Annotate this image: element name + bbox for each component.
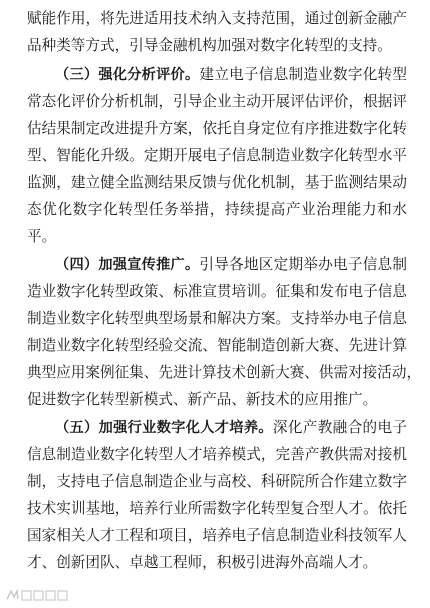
text-line — [27, 498, 407, 520]
text-line — [27, 199, 407, 221]
line-text: 平。 — [27, 228, 57, 245]
line-text: 造业数字化转型政策、标准宣贯培训。征集和发布电子信息 — [27, 283, 407, 300]
line-text: 监测，建立健全监测结果反馈与优化机制，基于监测结果动 — [27, 174, 407, 191]
text-line — [27, 226, 407, 248]
watermark-logo-icon — [6, 588, 70, 602]
text-line — [27, 335, 407, 357]
text-line — [27, 525, 407, 547]
text-line — [27, 8, 407, 30]
line-text: 制造业数字化转型经验交流、智能制造创新大赛、先进计算 — [27, 337, 407, 354]
section-heading: （三）强化分析评价。 — [55, 67, 200, 83]
text-line — [27, 471, 407, 493]
watermark — [6, 587, 70, 603]
line-text: 引导各地区定期举办电子信息制 — [199, 256, 407, 273]
line-text: 制，支持电子信息制造企业与高校、科研院所合作建立数字 — [27, 473, 407, 490]
line-text: 制造业数字化转型典型场景和解决方案。支持举办电子信息 — [27, 310, 407, 327]
text-line — [55, 64, 407, 86]
line-text: 建立电子信息制造业数字化转型 — [199, 66, 407, 83]
text-line — [27, 145, 407, 167]
text-line — [27, 362, 422, 384]
text-line — [27, 118, 407, 140]
line-text: 深化产教融合的电子 — [272, 419, 407, 436]
line-text: 赋能作用，将先进适用技术纳入支持范围，通过创新金融产 — [27, 10, 407, 27]
line-text: 技术实训基地，培养行业所需数字化转型复合型人才。依托 — [27, 500, 407, 517]
line-text: 品种类等方式，引导金融机构加强对数字化转型的支持。 — [27, 37, 392, 54]
text-line — [27, 281, 407, 303]
line-text: 常态化评价分析机制，引导企业主动开展评估评价，根据评 — [27, 93, 407, 110]
text-line — [27, 35, 407, 57]
text-line — [55, 254, 407, 276]
section-heading: （五）加强行业数字化人才培养。 — [55, 420, 273, 436]
text-line — [27, 389, 407, 411]
line-text: 态优化数字化转型任务举措，持续提高产业治理能力和水 — [27, 201, 407, 218]
line-text: 才、创新团队、卓越工程师，积极引进海外高端人才。 — [27, 554, 378, 571]
line-text: 信息制造业数字化转型人才培养模式，完善产教供需对接机 — [27, 446, 407, 463]
line-text: 促进数字化转型新模式、新产品、新技术的应用推广。 — [27, 391, 378, 408]
text-line — [55, 417, 407, 439]
line-text: 典型应用案例征集、先进计算技术创新大赛、供需对接活动， — [27, 364, 422, 381]
text-line — [27, 552, 407, 574]
text-line — [27, 91, 407, 113]
text-line — [27, 444, 407, 466]
section-heading: （四）加强宣传推广。 — [55, 257, 200, 273]
text-line — [27, 172, 407, 194]
line-text: 估结果制定改进提升方案，依托自身定位有序推进数字化转 — [27, 120, 407, 137]
text-line — [27, 308, 407, 330]
line-text: 国家相关人才工程和项目，培养电子信息制造业科技领军人 — [27, 527, 407, 544]
line-text: 型、智能化升级。定期开展电子信息制造业数字化转型水平 — [27, 147, 407, 164]
